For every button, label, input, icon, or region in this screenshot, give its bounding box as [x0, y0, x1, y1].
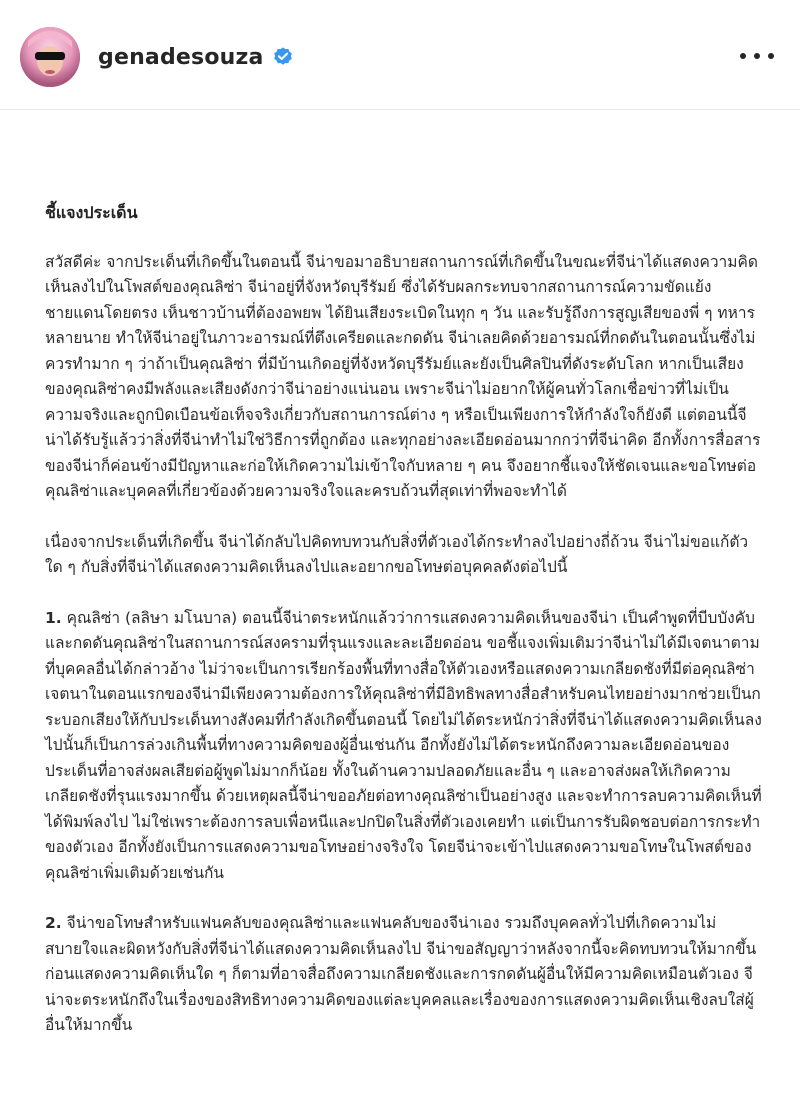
transition-paragraph: เนื่องจากประเด็นที่เกิดขึ้น จีน่าได้กลับไปคิดทบทวนกับสิ่งที่ตัวเองได้กระทำลงไปอย่างถี่ถ้วน จีน่าไม่ขอแก้ตัวใด ๆ กับสิ่งที่จีน่าได้แสดงความคิดเห็นลงไปและอยากขอโทษต่อบุคคลดังต่อไปนี้ [45, 532, 749, 576]
profile-avatar[interactable] [20, 27, 80, 87]
item-number: 1. [45, 608, 62, 627]
item-text: จีน่าขอโทษสำหรับแฟนคลับของคุณลิซ่าและแฟนคลับของจีน่าเอง รวมถึงบุคคลทั่วไปที่เกิดความไม่สบายใจและผิดหวังกับสิ่งที่จีน่าได้แสดงความคิดเห็นลงไป จีน่าขอสัญญาว่าหลังจากนี้จะคิดทบทวนให้มากขึ้นก่อนแสดงความคิดเห็นใด ๆ ก็ตามที่อาจสื่อถึงความเกลียดชังและการกดดันผู้อื่นให้มีความคิดเหมือนตัวเอง จีน่าจะตระหนักถึงในเรื่องของสิทธิทางความคิดของแต่ละบุคคลและเรื่องของการแสดงความคิดเห็นเชิงลบใส่ผู้อื่นให้มากขึ้น [45, 914, 757, 1034]
list-item [45, 606, 765, 887]
post-content [45, 200, 765, 1064]
more-dot [754, 53, 760, 59]
more-options-icon[interactable] [740, 44, 774, 68]
username[interactable]: genadesouza [98, 44, 264, 70]
item-number: 2. [45, 914, 62, 932]
post-title: ชี้แจงประเด็น [45, 203, 138, 222]
username-row [98, 40, 294, 74]
more-dot [768, 53, 774, 59]
more-dot [740, 53, 746, 59]
verified-badge-icon [272, 46, 294, 68]
intro-paragraph: สวัสดีค่ะ จากประเด็นที่เกิดขึ้นในตอนนี้ จีน่าขอมาอธิบายสถานการณ์ที่เกิดขึ้นในขณะที่จีน่าได้แสดงความคิดเห็นลงไปในโพสต์ของคุณลิซ่า จีน่าอยู่ที่จังหวัดบุรีรัมย์ ซึ่งได้รับผลกระทบจากสถานการณ์ความขัดแย้งชายแดนโดยตรง เห็นชาวบ้านที่ต้องอพยพ ได้ยินเสียงระเบิดในทุก ๆ วัน และรับรู้ถึงการสูญเสียของพี่ ๆ ทหารหลายนาย ทำให้จีน่าอยู่ในภาวะอารมณ์ที่ตึงเครียดและกดดัน จีน่าเลยคิดด้วยอารมณ์ที่กดดันในตอนนั้นซึ่งไม่ควรทำมาก ๆ ว่าถ้าเป็นคุณลิซ่า ที่มีบ้านเกิดอยู่ที่จังหวัดบุรีรัมย์และยังเป็นศิลปินที่ดังระดับโลก หากเป็นเสียงของคุณลิซ่าคงมีพลังและเสียงดังกว่าจีน่าอย่างแน่นอน เพราะจีน่าไม่อยากให้ผู้คนทั่วโลกเชื่อข่าวที่ไม่เป็นความจริงและถูกบิดเบือนข้อเท็จจริงเกี่ยวกับสถานการณ์ต่าง ๆ หรือเป็นเพียงการให้กำลังใจก็ยังดี แต่ตอนนี้จีน่าได้รับรู้แล้วว่าสิ่งที่จีน่าทำไม่ใช่วิธีการที่ถูกต้อง และทุกอย่างละเอียดอ่อนมากกว่าที่จีน่าคิด อีกทั้งการสื่อสารของจีน่าก็ค่อนข้างมีปัญหาและก่อให้เกิดความไม่เข้าใจกับหลาย ๆ คน จึงอยากชี้แจงให้ชัดเจนและขอโทษต่อคุณลิซ่าและบุคคลที่เกี่ยวข้องด้วยความจริงใจและครบถ้วนที่สุดเท่าที่พอจะทำได้ [45, 252, 761, 500]
post-header [0, 0, 800, 110]
avatar-image [20, 27, 80, 87]
list-item [45, 911, 765, 1039]
item-text: คุณลิซ่า (ลลิษา มโนบาล) ตอนนี้จีน่าตระหนักแล้วว่าการแสดงความคิดเห็นของจีน่า เป็นคำพูดที่บีบบังคับและกดดันคุณลิซ่าในสถานการณ์สงครามที่รุนแรงและละเอียดอ่อน ขอชี้แจงเพิ่มเติมว่าจีน่าไม่ได้มีเจตนาตามที่บุคคลอื่นได้กล่าวอ้าง ไม่ว่าจะเป็นการเรียกร้องพื้นที่ทางสื่อให้ตัวเองหรือแสดงความเกลียดชังที่มีต่อคุณลิซ่า เจตนาในตอนแรกของจีน่ามีเพียงความต้องการให้คุณลิซ่าที่มีอิทธิพลทางสื่อสำหรับคนไทยอย่างมากช่วยเป็นกระบอกเสียงให้กับประเด็นทางสังคมที่กำลังเกิดขึ้นตอนนี้ โดยไม่ได้ตระหนักว่าสิ่งที่จีน่าได้แสดงความคิดเห็นลงไปนั้นก็เป็นการล่วงเกินพื้นที่ทางความคิดของผู้อื่นเช่นกัน อีกทั้งยังไม่ได้ตระหนักถึงความละเอียดอ่อนของประเด็นที่อาจส่งผลเสียต่อผู้พูดไม่มากก็น้อย ทั้งในด้านความปลอดภัยและอื่น ๆ และอาจส่งผลให้เกิดความเกลียดชังที่รุนแรงมากขึ้น ด้วยเหตุผลนี้จีน่าขออภัยต่อทางคุณลิซ่าเป็นอย่างสูง และจะทำการลบความคิดเห็นที่ได้พิมพ์ลงไป ไม่ใช่เพราะต้องการลบเพื่อหนีและปกปิดในสิ่งที่ตัวเองเคยทำ แต่เป็นการรับผิดชอบต่อการกระทำของตัวเอง อีกทั้งยังเป็นการแสดงความขอโทษอย่างจริงใจ โดยจีน่าจะเข้าไปแสดงความขอโทษในโพสต์ของคุณลิซ่าเพิ่มเติมด้วยเช่นกัน [45, 608, 762, 882]
